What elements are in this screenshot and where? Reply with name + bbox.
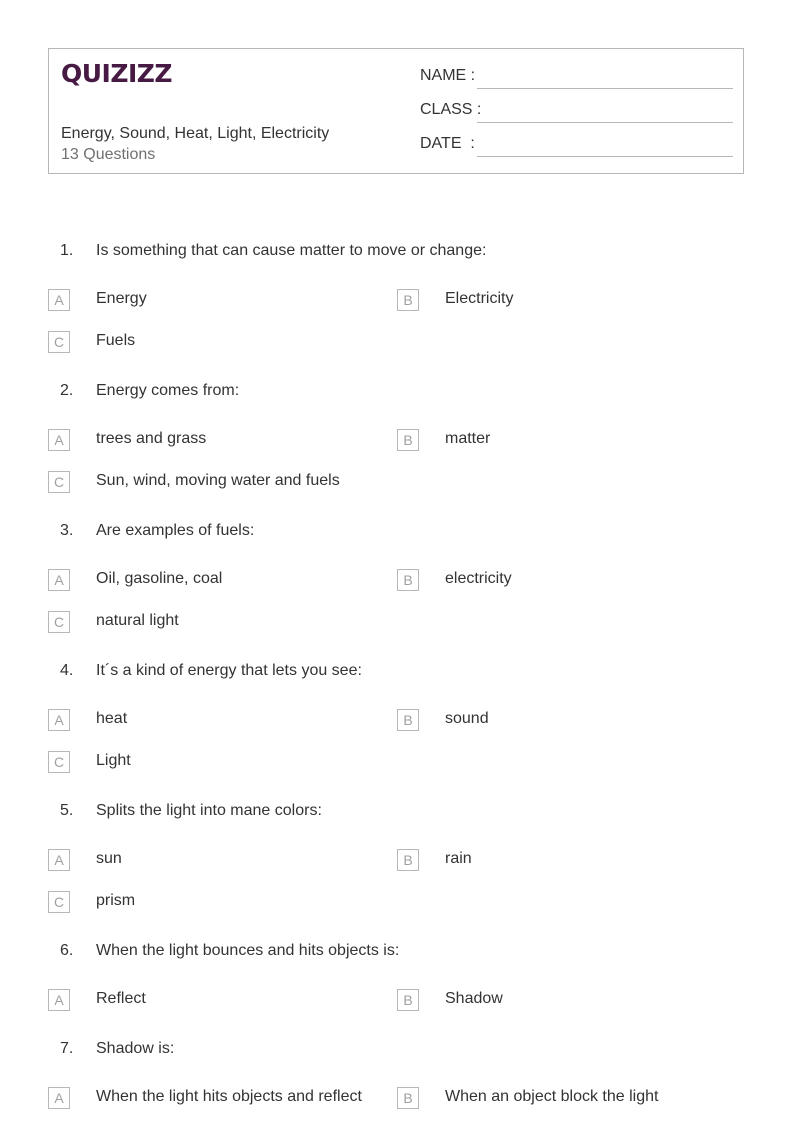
option-letter: A	[48, 709, 70, 731]
option-text: sound	[445, 710, 489, 727]
question-number: 6.	[60, 942, 74, 959]
option-text: trees and grass	[96, 430, 207, 447]
option-text: electricity	[445, 570, 512, 587]
option-letter: A	[48, 429, 70, 451]
question-text: Are examples of fuels:	[96, 522, 255, 539]
question-text: When the light bounces and hits objects is:	[96, 942, 400, 959]
option-text: sun	[96, 850, 122, 867]
date-label: DATE :	[420, 135, 475, 152]
date-field[interactable]	[420, 135, 733, 161]
name-line[interactable]	[477, 88, 733, 89]
option-text: Shadow	[445, 990, 503, 1007]
name-label: NAME :	[420, 67, 476, 84]
option-letter: B	[397, 429, 419, 451]
option-text: Oil, gasoline, coal	[96, 570, 223, 587]
option-letter: B	[397, 569, 419, 591]
date-line[interactable]	[477, 156, 733, 157]
option-letter: C	[48, 471, 70, 493]
question-number: 7.	[60, 1040, 74, 1057]
question-number: 2.	[60, 382, 74, 399]
question-number: 3.	[60, 522, 74, 539]
option-letter: A	[48, 989, 70, 1011]
option-text: Light	[96, 752, 131, 769]
option-letter: C	[48, 331, 70, 353]
worksheet-title: Energy, Sound, Heat, Light, Electricity	[61, 125, 330, 142]
option-text: Sun, wind, moving water and fuels	[96, 472, 340, 489]
question-text: Shadow is:	[96, 1040, 175, 1057]
option-letter: B	[397, 289, 419, 311]
name-field[interactable]	[420, 67, 733, 93]
option-text: Energy	[96, 290, 147, 307]
question-text: It´s a kind of energy that lets you see:	[96, 662, 362, 679]
option-letter: C	[48, 751, 70, 773]
class-label: CLASS :	[420, 101, 482, 118]
question-text: Is something that can cause matter to move or change:	[96, 242, 487, 259]
question-number: 5.	[60, 802, 74, 819]
option-text: Electricity	[445, 290, 514, 307]
question-number: 4.	[60, 662, 74, 679]
option-letter: A	[48, 289, 70, 311]
option-letter: C	[48, 611, 70, 633]
question-number: 1.	[60, 242, 74, 259]
option-text: prism	[96, 892, 136, 909]
option-letter: B	[397, 1087, 419, 1109]
option-text: natural light	[96, 612, 179, 629]
quizizz-logo: QUIZIZZ	[61, 59, 173, 88]
option-text: rain	[445, 850, 472, 867]
question-text: Energy comes from:	[96, 382, 240, 399]
option-letter: B	[397, 709, 419, 731]
option-text: Reflect	[96, 990, 146, 1007]
option-text: Fuels	[96, 332, 136, 349]
question-count: 13 Questions	[61, 146, 156, 163]
option-letter: A	[48, 1087, 70, 1109]
option-text: When an object block the light	[445, 1088, 659, 1105]
class-line[interactable]	[477, 122, 733, 123]
question-text: Splits the light into mane colors:	[96, 802, 322, 819]
option-letter: B	[397, 849, 419, 871]
worksheet-header	[48, 48, 744, 174]
class-field[interactable]	[420, 101, 733, 127]
option-text: When the light hits objects and reflect	[96, 1088, 362, 1105]
option-text: matter	[445, 430, 491, 447]
option-letter: C	[48, 891, 70, 913]
option-letter: A	[48, 849, 70, 871]
option-letter: B	[397, 989, 419, 1011]
option-letter: A	[48, 569, 70, 591]
option-text: heat	[96, 710, 128, 727]
